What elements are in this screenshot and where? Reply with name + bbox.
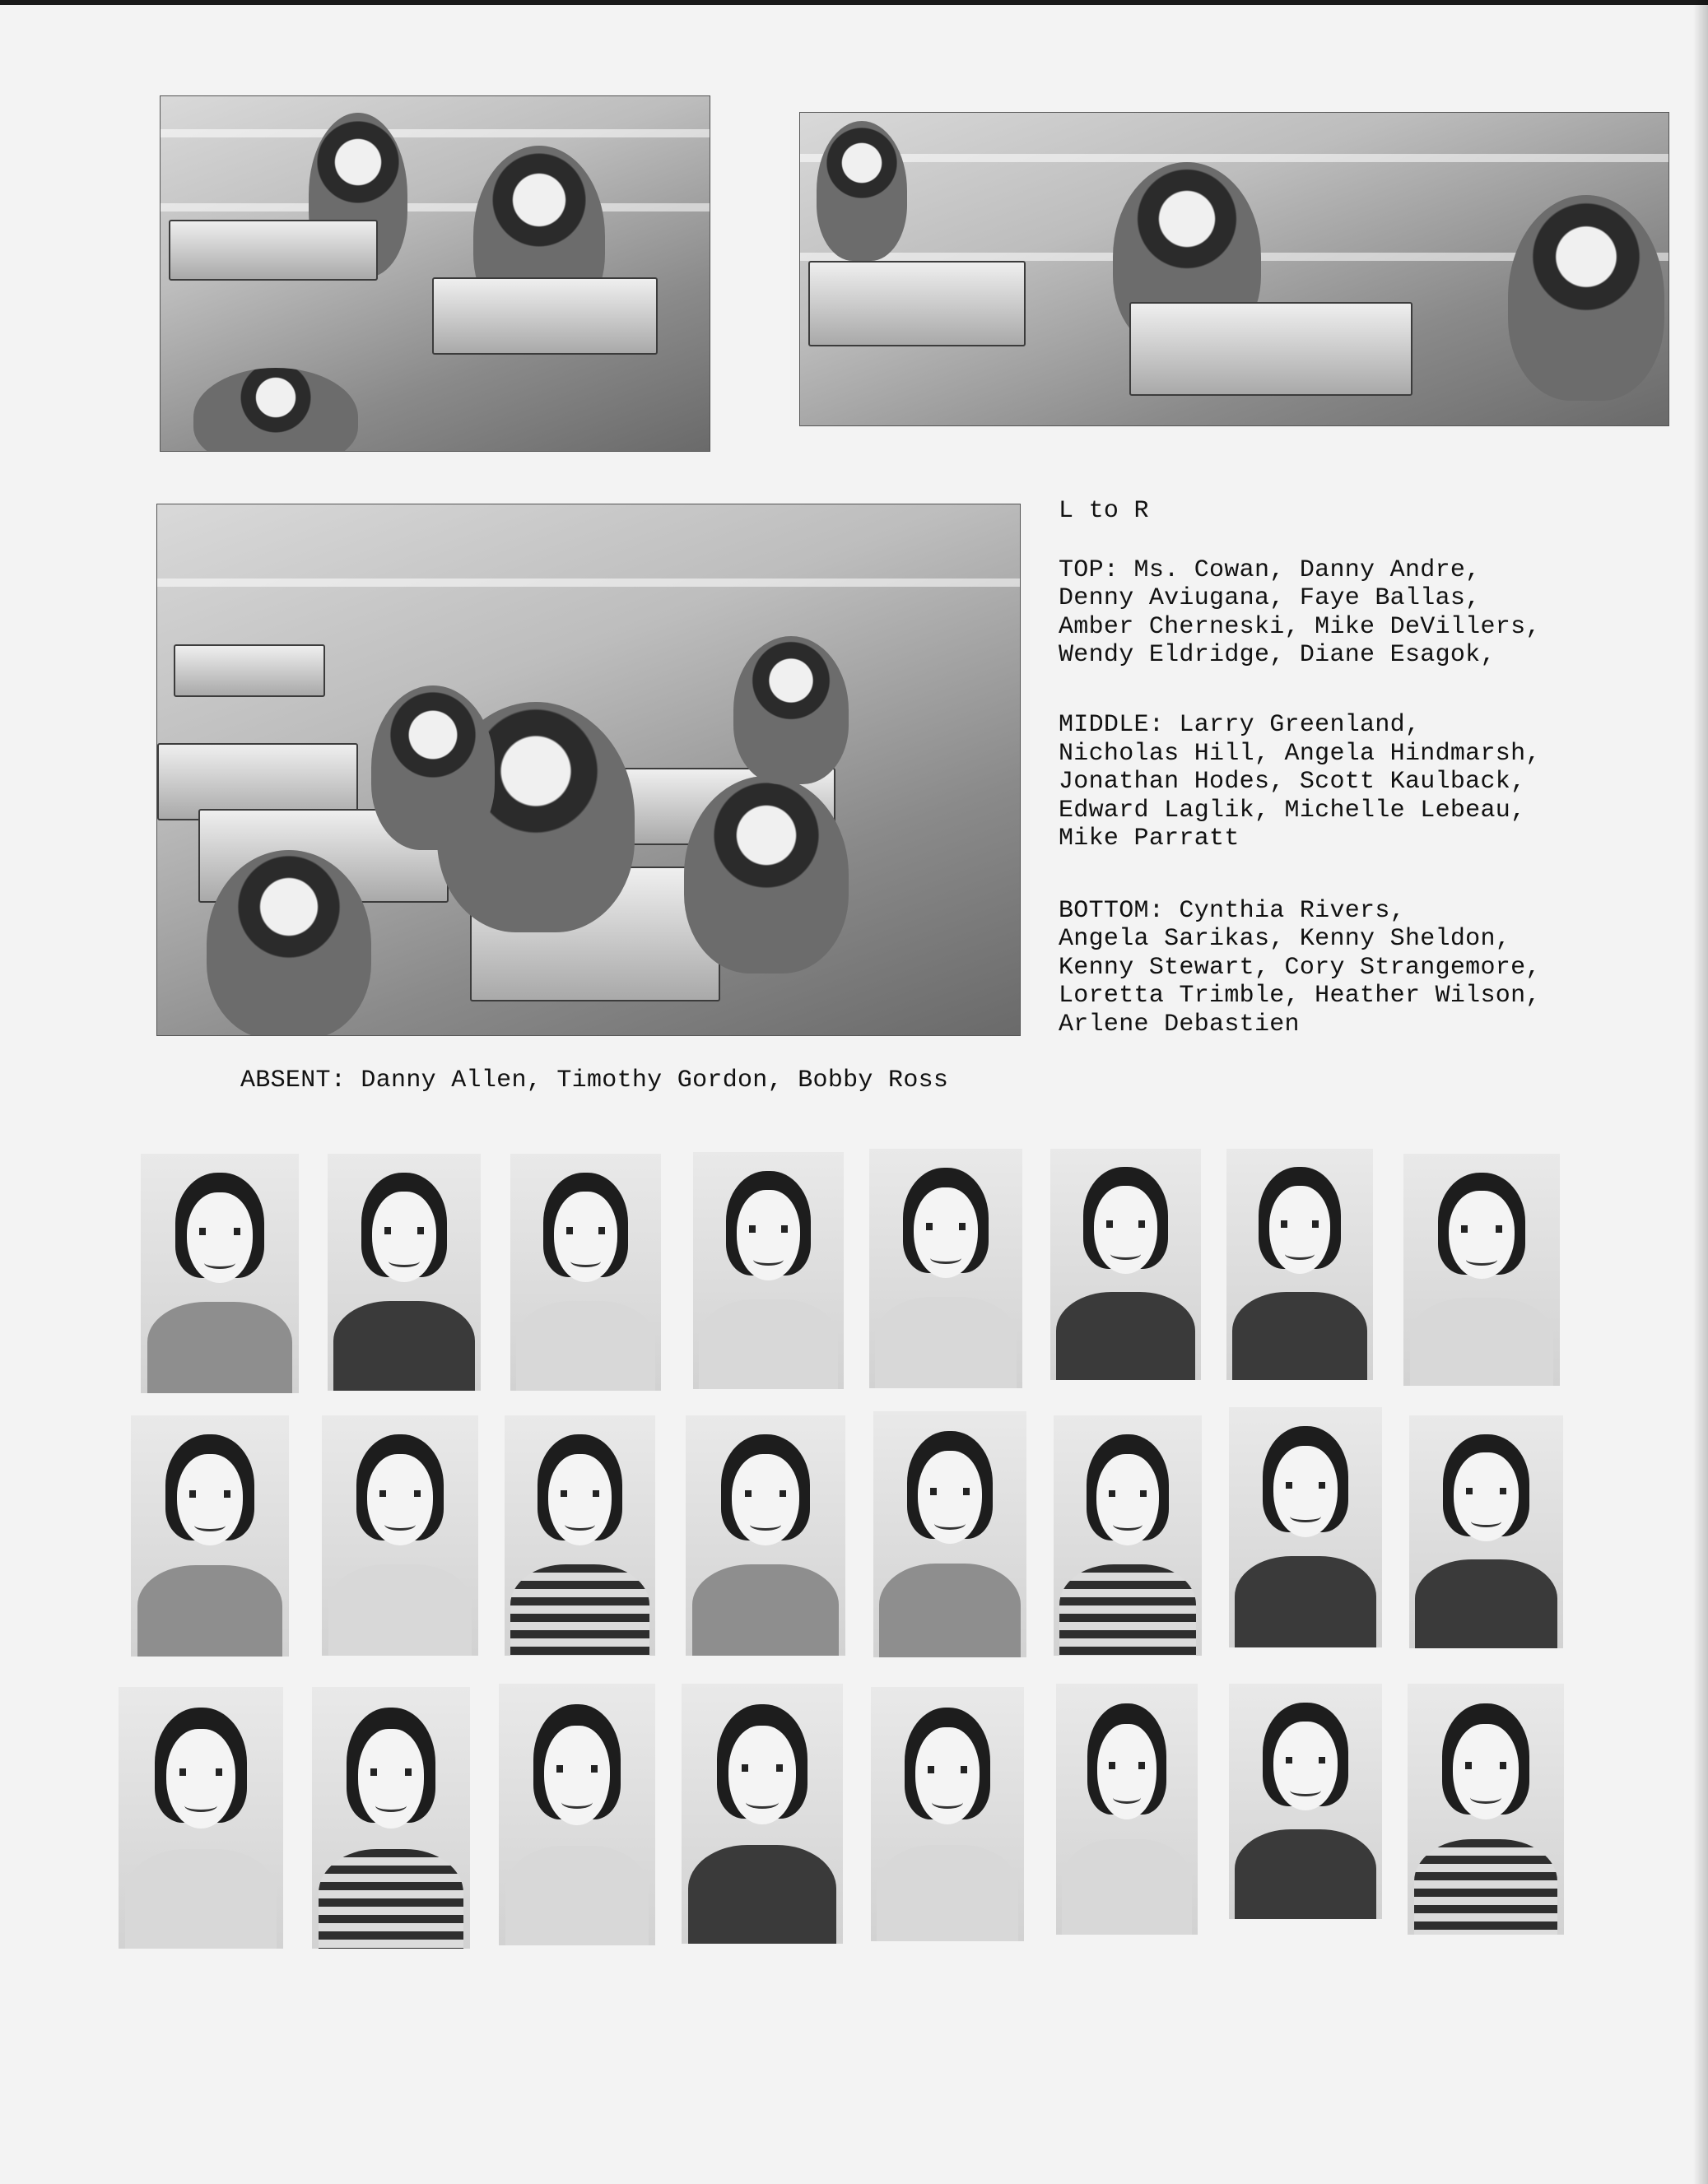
student-portrait: [131, 1415, 289, 1657]
student-portrait: [1226, 1149, 1373, 1380]
student-portrait: [1409, 1415, 1563, 1648]
student-portrait: [871, 1687, 1024, 1941]
classroom-photo-top-right: [799, 112, 1669, 426]
student-portrait: [693, 1152, 844, 1389]
student-portrait: [1056, 1684, 1198, 1935]
caption-line: Jonathan Hodes, Scott Kaulback,: [1059, 768, 1526, 796]
caption-heading: L to R: [1059, 497, 1149, 525]
student-portrait: [119, 1687, 283, 1949]
caption-line: Amber Cherneski, Mike DeVillers,: [1059, 613, 1541, 641]
page-binding-shadow: [1693, 0, 1708, 2184]
page-top-edge: [0, 0, 1708, 5]
caption-line: Kenny Stewart, Cory Strangemore,: [1059, 954, 1541, 982]
caption-line: Wendy Eldridge, Diane Esagok,: [1059, 641, 1496, 669]
student-portrait: [322, 1415, 478, 1656]
classroom-photo-middle: [156, 504, 1021, 1036]
caption-line: Mike Parratt: [1059, 825, 1240, 853]
student-portrait: [1050, 1149, 1201, 1380]
student-portrait: [1054, 1415, 1202, 1656]
caption-line: Nicholas Hill, Angela Hindmarsh,: [1059, 740, 1541, 768]
student-portrait: [686, 1415, 845, 1656]
caption-line: TOP: Ms. Cowan, Danny Andre,: [1059, 556, 1481, 584]
caption-line: MIDDLE: Larry Greenland,: [1059, 711, 1421, 739]
student-portrait: [1229, 1684, 1382, 1919]
student-portrait: [1403, 1154, 1560, 1386]
student-portrait: [328, 1154, 481, 1391]
caption-absent: ABSENT: Danny Allen, Timothy Gordon, Bobby Ross: [240, 1066, 949, 1094]
student-portrait: [141, 1154, 299, 1393]
student-portrait: [1408, 1684, 1564, 1935]
student-portrait: [869, 1149, 1022, 1388]
student-portrait: [682, 1684, 843, 1944]
caption-line: Edward Laglik, Michelle Lebeau,: [1059, 797, 1526, 825]
caption-line: Arlene Debastien: [1059, 1011, 1300, 1039]
student-portrait: [1229, 1407, 1382, 1647]
student-portrait: [873, 1411, 1026, 1657]
student-portrait: [499, 1684, 655, 1945]
student-portrait: [312, 1687, 470, 1949]
caption-line: Loretta Trimble, Heather Wilson,: [1059, 982, 1541, 1010]
caption-line: BOTTOM: Cynthia Rivers,: [1059, 897, 1405, 925]
caption-line: Angela Sarikas, Kenny Sheldon,: [1059, 925, 1511, 953]
student-portrait: [510, 1154, 661, 1391]
classroom-photo-top-left: [160, 95, 710, 452]
student-portrait: [505, 1415, 655, 1656]
caption-line: Denny Aviugana, Faye Ballas,: [1059, 584, 1481, 612]
